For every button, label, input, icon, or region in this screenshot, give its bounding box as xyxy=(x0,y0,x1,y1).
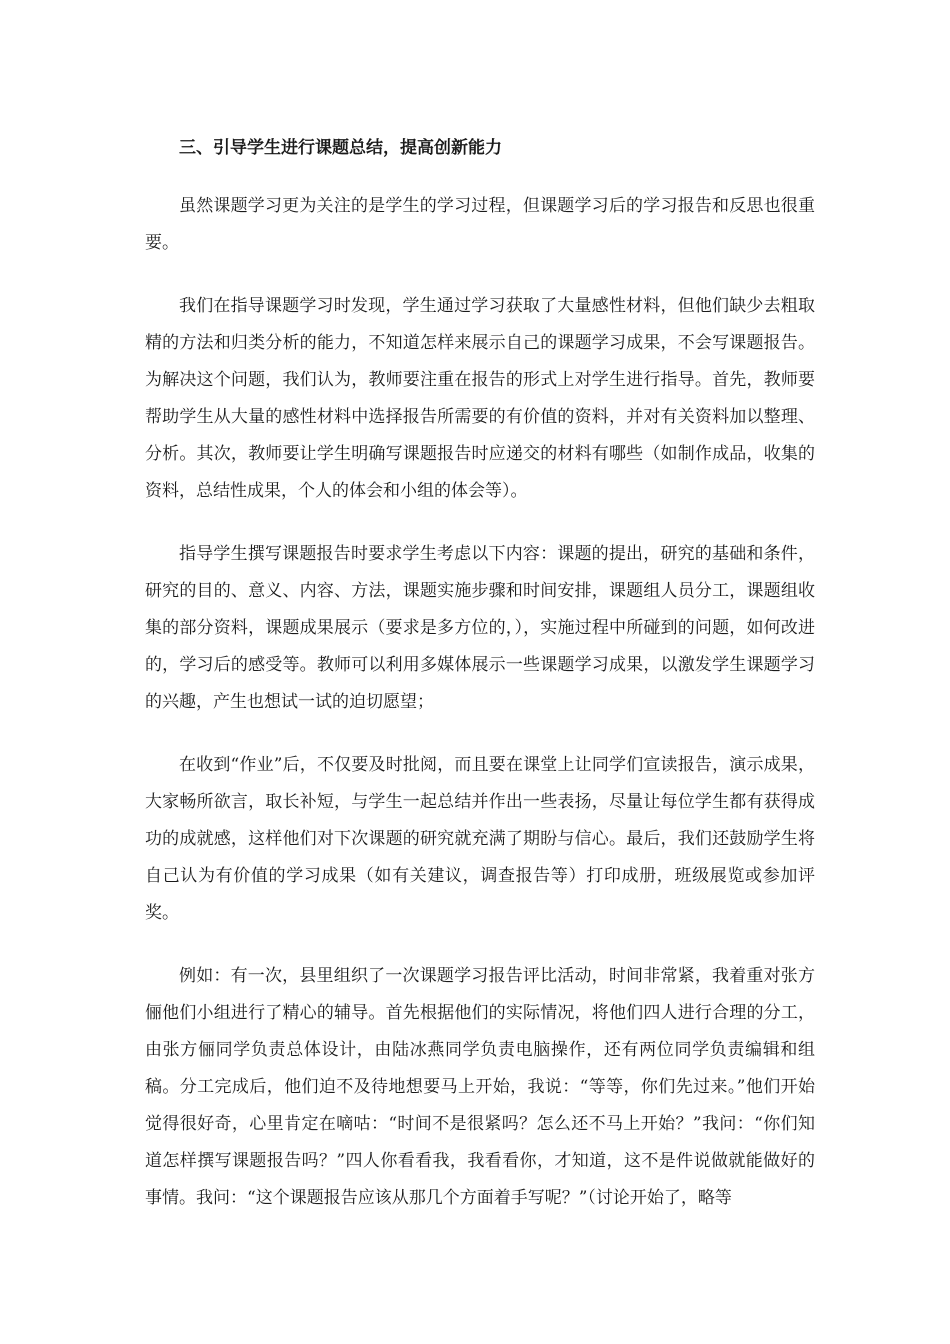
document-body xyxy=(145,130,815,1243)
paragraph-4: 在收到“作业”后，不仅要及时批阅，而且要在课堂上让同学们宣读报告，演示成果，大家畅所欲言，取长补短，与学生一起总结并作出一些表扬，尽量让每位学生都有获得成功的成就感，这样他们对下次课题的研究就充满了期盼与信心。最后，我们还鼓励学生将自己认为有价值的学习成果（如有关建议，调查报告等）打印成册，班级展览或参加评奖。 xyxy=(145,755,815,923)
paragraph-3: 指导学生撰写课题报告时要求学生考虑以下内容：课题的提出，研究的基础和条件，研究的目的、意义、内容、方法，课题实施步骤和时间安排，课题组人员分工，课题组收集的部分资料，课题成果展示（要求是多方位的，），实施过程中所碰到的问题，如何改进的，学习后的感受等。教师可以利用多媒体展示一些课题学习成果，以激发学生课题学习的兴趣，产生也想试一试的迫切愿望； xyxy=(145,544,815,712)
paragraph-2: 我们在指导课题学习时发现，学生通过学习获取了大量感性材料，但他们缺少去粗取精的方法和归类分析的能力，不知道怎样来展示自己的课题学习成果，不会写课题报告。为解决这个问题，我们认为，教师要注重在报告的形式上对学生进行指导。首先，教师要帮助学生从大量的感性材料中选择报告所需要的有价值的资料，并对有关资料加以整理、分析。其次，教师要让学生明确写课题报告时应递交的材料有哪些（如制作成品，收集的资料，总结性成果，个人的体会和小组的体会等）。 xyxy=(145,296,815,501)
paragraph-1: 虽然课题学习更为关注的是学生的学习过程，但课题学习后的学习报告和反思也很重要。 xyxy=(145,196,815,253)
paragraph-5: 例如：有一次，县里组织了一次课题学习报告评比活动，时间非常紧，我着重对张方俪他们小组进行了精心的辅导。首先根据他们的实际情况，将他们四人进行合理的分工，由张方俪同学负责总体设计，由陆冰燕同学负责电脑操作，还有两位同学负责编辑和组稿。分工完成后，他们迫不及待地想要马上开始，我说：“等等，你们先过来。”他们开始觉得很好奇，心里肯定在嘀咕：“时间不是很紧吗？怎么还不马上开始？”我问：“你们知道怎样撰写课题报告吗？”四人你看看我，我看看你，才知道，这不是件说做就能做好的事情。我问：“这个课题报告应该从那几个方面着手写呢？”（讨论开始了，略等 xyxy=(145,966,815,1208)
section-heading: 三、引导学生进行课题总结，提高创新能力 xyxy=(179,138,502,158)
